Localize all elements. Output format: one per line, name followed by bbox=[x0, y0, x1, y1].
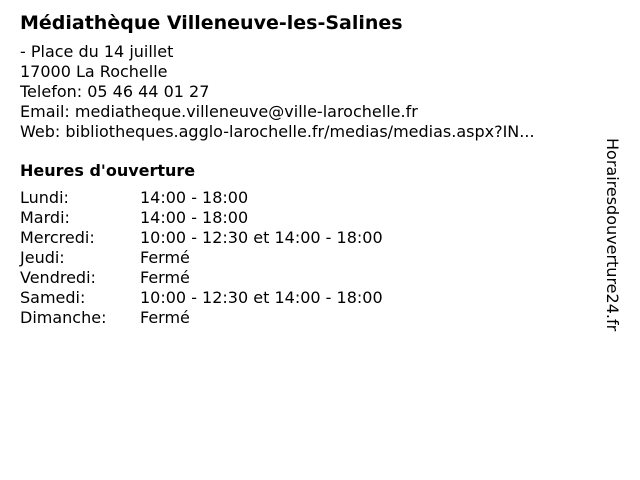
hours-row-vendredi bbox=[20, 268, 600, 288]
opening-time: Fermé bbox=[140, 268, 190, 287]
opening-time: Fermé bbox=[140, 308, 190, 327]
hours-heading: Heures d'ouverture bbox=[20, 161, 196, 180]
day-label: Jeudi: bbox=[20, 248, 65, 267]
hours-row-dimanche bbox=[20, 308, 600, 328]
opening-time: 14:00 - 18:00 bbox=[140, 208, 249, 227]
opening-time: 14:00 - 18:00 bbox=[140, 188, 249, 207]
hours-row-mercredi bbox=[20, 228, 600, 248]
opening-time: Fermé bbox=[140, 248, 190, 267]
hours-row-mardi bbox=[20, 208, 600, 228]
page-title: Médiathèque Villeneuve-les-Salines bbox=[20, 12, 403, 34]
library-info-card bbox=[20, 10, 600, 328]
site-watermark: Horairesdouverture24.fr bbox=[603, 138, 622, 332]
day-label: Dimanche: bbox=[20, 308, 107, 327]
phone-number: Telefon: 05 46 44 01 27 bbox=[20, 82, 210, 101]
website-link: Web: bibliotheques.agglo-larochelle.fr/medias/medias.aspx?IN... bbox=[20, 122, 535, 141]
day-label: Mercredi: bbox=[20, 228, 95, 247]
email-address: Email: mediatheque.villeneuve@ville-larochelle.fr bbox=[20, 102, 418, 121]
opening-time: 10:00 - 12:30 et 14:00 - 18:00 bbox=[140, 288, 383, 307]
day-label: Lundi: bbox=[20, 188, 69, 207]
day-label: Mardi: bbox=[20, 208, 70, 227]
address-block bbox=[20, 42, 600, 142]
street-address: - Place du 14 juillet bbox=[20, 42, 174, 61]
hours-row-lundi bbox=[20, 188, 600, 208]
day-label: Samedi: bbox=[20, 288, 86, 307]
hours-row-jeudi bbox=[20, 248, 600, 268]
day-label: Vendredi: bbox=[20, 268, 96, 287]
opening-time: 10:00 - 12:30 et 14:00 - 18:00 bbox=[140, 228, 383, 247]
hours-row-samedi bbox=[20, 288, 600, 308]
opening-hours-table bbox=[20, 188, 600, 328]
city-address: 17000 La Rochelle bbox=[20, 62, 168, 81]
